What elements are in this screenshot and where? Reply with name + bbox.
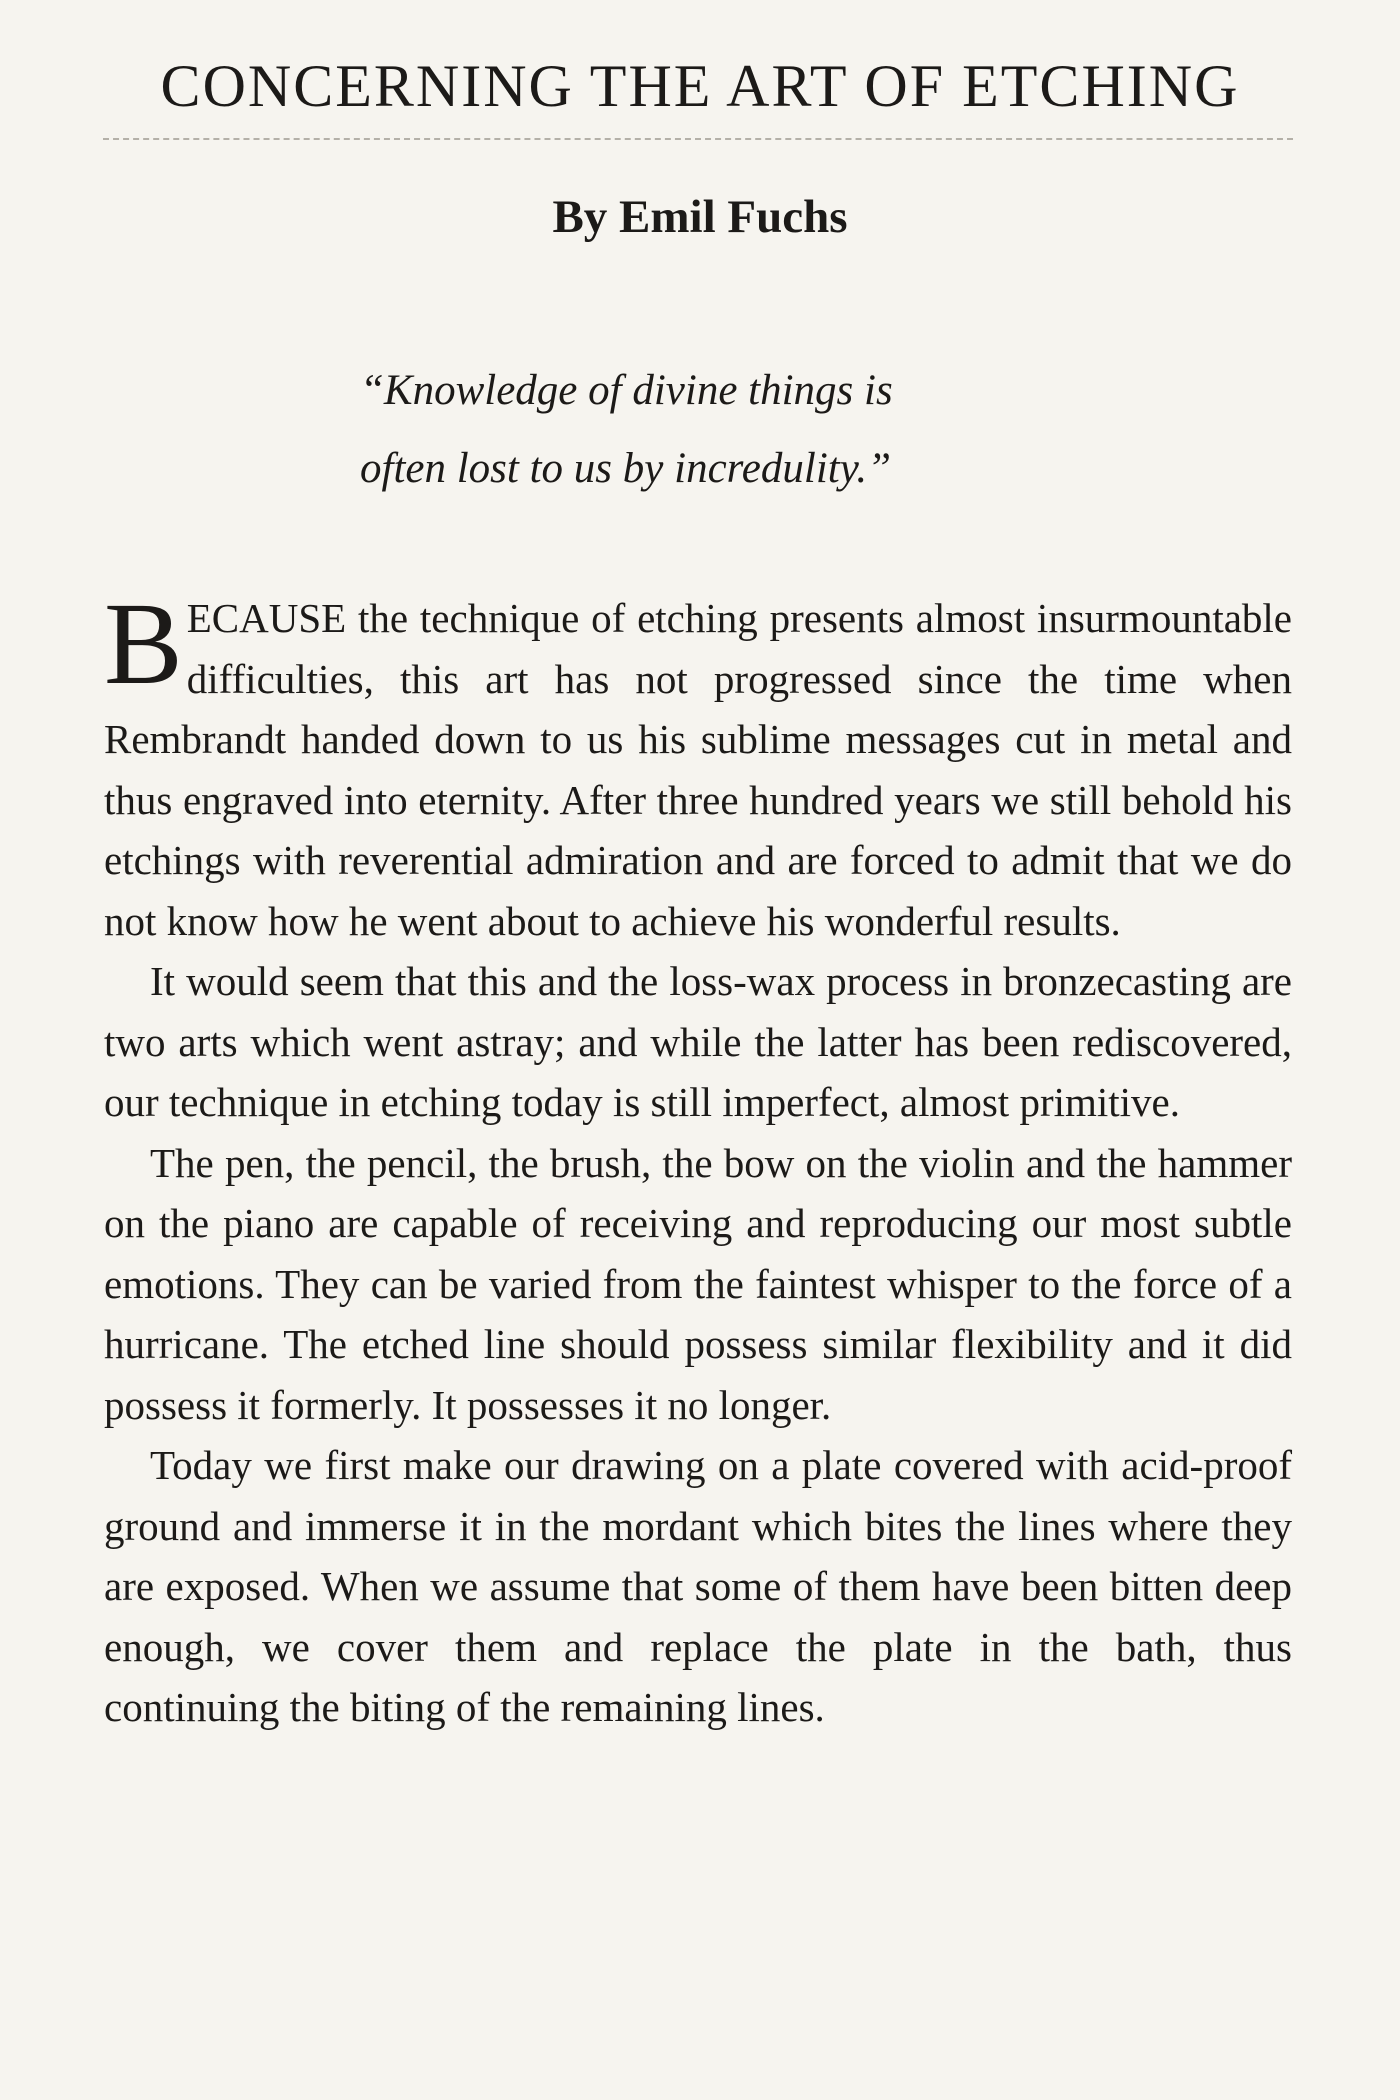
epigraph-line: often lost to us by incredulity.”	[360, 445, 892, 492]
paragraph: The pen, the pencil, the brush, the bow on the violin and the hammer on the piano are capable of receiving and reproducing our most subtle emotions. They can be varied from the faintest whisper to the force of a hurricane. The etched line should possess similar flexibility and it did possess it formerly. It possesses it no longer.	[104, 1139, 1292, 1428]
drop-cap: B	[104, 578, 183, 709]
paragraph-text: ECAUSE the technique of etching presents almost insurmountable difficulties, this art has not progressed since the time when Rembrandt handed down to us his sublime messages cut in metal and thus engraved into eternity. After three hundred years we still behold his etchings with reverential admiration and are forced to admit that we do not know how he went about to achieve his wonderful results.	[104, 595, 1292, 944]
article-title: CONCERNING THE ART OF ETCHING	[160, 53, 1240, 119]
article-byline: By Emil Fuchs	[552, 191, 848, 243]
article-body	[104, 578, 1292, 1738]
epigraph-line: “Knowledge of divine things is	[360, 367, 893, 414]
paragraph	[104, 578, 1292, 951]
paragraph: It would seem that this and the loss-wax process in bronzecasting are two arts which went astray; and while the latter has been rediscovered, our technique in etching today is still imperfect, almost primitive.	[104, 958, 1292, 1125]
paragraph: Today we first make our drawing on a plate covered with acid-proof ground and immerse it in the mordant which bites the lines where they are exposed. When we assume that some of them have been bitten deep enough, we cover them and replace the plate in the bath, thus continuing the biting of the remaining lines.	[104, 1442, 1292, 1730]
epigraph	[360, 352, 1060, 508]
title-rule	[103, 138, 1293, 140]
